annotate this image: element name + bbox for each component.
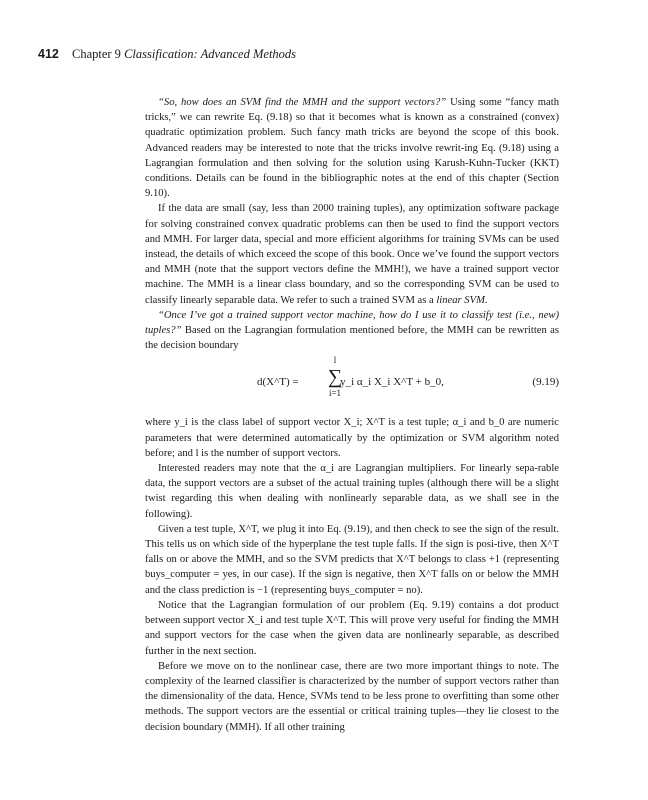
equation-number: (9.19) bbox=[532, 376, 559, 389]
body-text bbox=[145, 95, 559, 735]
chapter-label: Chapter 9 bbox=[71, 47, 121, 61]
paragraph-8: Before we move on to the nonlinear case, there are two more important things to note. The complexity of the learned classifier is characterized by the number of support vectors rather than the dimensionality of the data. Hence, SVMs tend to be less prone to overfitting than some other methods. The support vectors are the essential or critical training tuples—they lie closest to the decision boundary (MMH). If all other training bbox=[145, 660, 559, 733]
equation-rhs: y_i α_i X_i X^T + b_0, bbox=[340, 376, 444, 389]
paragraph-2-end: . bbox=[484, 294, 488, 306]
chapter-title bbox=[72, 47, 296, 61]
equation-9-19 bbox=[145, 355, 559, 413]
equation-lhs: d(X^T) = bbox=[257, 376, 299, 389]
paragraph-6: Given a test tuple, X^T, we plug it into Eq. (9.19), and then check to see the sign of the result. This tells us on which side of the hyperplane the test tuple falls. If the sign is posi-tive, then X^T falls on or above the MMH, and so the SVM predicts that X^T belongs to class +1 (representing buys_computer = yes, in our case). If the sign is negative, then X^T falls on or below the MMH and the class prediction is −1 (representing buys_computer = no). bbox=[145, 523, 559, 596]
paragraph-3 bbox=[145, 308, 559, 354]
paragraph-7: Notice that the Lagrangian formulation of our problem (Eq. 9.19) contains a dot product between support vector X_i and test tuple X^T. This will prove very useful for finding the MMH and support vectors for the case when the given data are nonlinearly separable, as described further in the next section. bbox=[145, 599, 559, 657]
sum-upper-limit: l bbox=[333, 355, 337, 366]
paragraph-5: Interested readers may note that the α_i are Lagrangian multipliers. For linearly sepa-rable data, the support vectors are a subset of the actual training tuples (although there will be a slight twist regarding this when dealing with nonlinearly separable data, as we shall see in the following). bbox=[145, 463, 559, 520]
page-number: 412 bbox=[38, 47, 59, 61]
paragraph-1-question: “So, how does an SVM find the MMH and the support vectors?” bbox=[158, 97, 447, 108]
paragraph-3-question: “Once I’ve got a trained support vector machine, how do I use it to classify test (i.e., new) tuples?” bbox=[145, 309, 559, 337]
paragraph-2-text: If the data are small (say, less than 2000 training tuples), any optimization software package for solving constrained convex quadratic problems can then be used to find the support vectors and MMH. For larger data, special and more efficient algorithms for training SVMs can be used instead, the details of which exceed the scope of this book. Once we’ve found the support vectors and MMH (note that the support vectors define the MMH!), we have a trained support vector machine. The MMH is a linear class boundary, and so the corresponding SVM can be used to classify linearly separable data. We refer to such a trained SVM as a bbox=[145, 203, 559, 306]
running-head bbox=[38, 47, 296, 62]
paragraph-3-text: Based on the Lagrangian formulation mentioned before, the MMH can be rewritten as the decision boundary bbox=[145, 325, 559, 352]
chapter-name: Classification: Advanced Methods bbox=[124, 47, 297, 61]
paragraph-1 bbox=[145, 95, 559, 201]
paragraph-4: where y_i is the class label of support vector X_i; X^T is a test tuple; α_i and b_0 are numeric parameters that were determined automatically by the optimization or SVM algorithm noted before; and l is the number of support vectors. bbox=[145, 417, 559, 459]
equation-body bbox=[257, 375, 444, 390]
paragraph-1-text: Using some “fancy math tricks,” we can rewrite Eq. (9.18) so that it becomes what is known as a constrained (convex) quadratic optimization problem. Such fancy math tricks are beyond the scope of this book. Advanced readers may be interested to note that the tricks involve rewrit-ing Eq. (9.18) using a Lagrangian formulation and then solving for the solution using Karush-Kuhn-Tucker (KKT) conditions. Details can be found in the bibliographic notes at the end of this chapter (Section 9.10). bbox=[145, 97, 559, 200]
sigma-symbol: ∑ bbox=[327, 366, 343, 389]
sum-lower-limit: i=1 bbox=[328, 388, 342, 399]
paragraph-2-emphasis: linear SVM bbox=[436, 294, 485, 306]
paragraph-2 bbox=[145, 201, 559, 307]
